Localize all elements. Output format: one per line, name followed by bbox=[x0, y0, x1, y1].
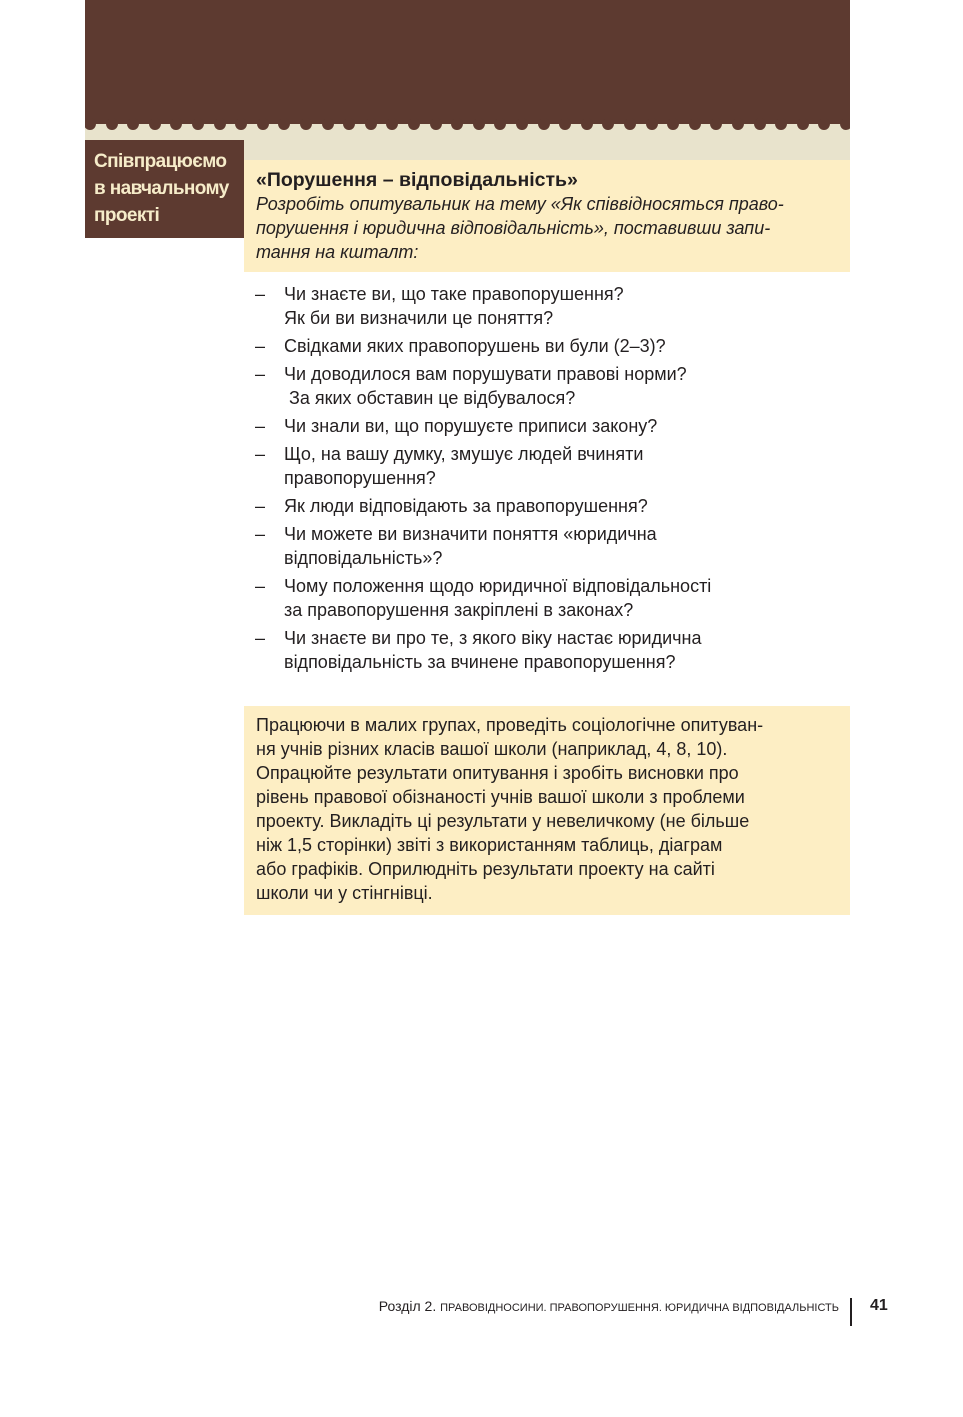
question-line: правопорушення? bbox=[284, 468, 436, 488]
question-item bbox=[255, 334, 845, 358]
task-box bbox=[244, 160, 850, 272]
question-line: – Чи можете ви визначити поняття «юридична bbox=[284, 524, 657, 544]
task-description-line: тання на кшталт: bbox=[256, 242, 419, 262]
question-line: За яких обставин це відбувалося? bbox=[284, 388, 576, 408]
scallop-dot bbox=[149, 118, 161, 130]
question-line: відповідальність за вчинене правопорушення? bbox=[284, 652, 676, 672]
section-label-line: Співпрацюємо bbox=[94, 151, 227, 172]
scallop-dot bbox=[602, 118, 614, 130]
scallop-dot bbox=[451, 118, 463, 130]
scallop-dot bbox=[818, 118, 830, 130]
project-line: Працюючи в малих групах, проведіть соціологічне опитуван- bbox=[256, 715, 764, 735]
scallop-dot bbox=[538, 118, 550, 130]
scallop-dot bbox=[278, 118, 290, 130]
question-line: – Чи доводилося вам порушувати правові норми? bbox=[284, 364, 687, 384]
scallop-dot bbox=[710, 118, 722, 130]
section-label-line: в навчальному bbox=[94, 178, 229, 199]
scallop-dot bbox=[797, 118, 809, 130]
scallop-dot bbox=[386, 118, 398, 130]
running-footer bbox=[379, 1297, 839, 1317]
task-description-line: Розробіть опитувальник на тему «Як співвідносяться право- bbox=[256, 194, 784, 214]
question-item bbox=[255, 626, 845, 674]
project-line: школи чи у стінгнівці. bbox=[256, 883, 433, 903]
question-item bbox=[255, 522, 845, 570]
scallop-dot bbox=[214, 118, 226, 130]
project-line: проекту. Викладіть ці результати у невеличкому (не більше bbox=[256, 811, 750, 831]
question-line: – Чи знали ви, що порушуєте приписи закону? bbox=[284, 416, 658, 436]
scallop-dot bbox=[192, 118, 204, 130]
footer-section: Розділ 2. bbox=[378, 1298, 437, 1314]
top-banner bbox=[85, 0, 850, 124]
scallop-dot bbox=[257, 118, 269, 130]
scallop-dot bbox=[473, 118, 485, 130]
scallop-dot bbox=[689, 118, 701, 130]
project-line: Опрацюйте результати опитування і зробіть висновки про bbox=[256, 763, 739, 783]
scallop-dot bbox=[170, 118, 182, 130]
scallop-dot bbox=[840, 118, 850, 130]
scallop-dot bbox=[646, 118, 658, 130]
scallop-dot bbox=[365, 118, 377, 130]
scallop-dot bbox=[775, 118, 787, 130]
scallop-dot bbox=[667, 118, 679, 130]
scallop-dot bbox=[300, 118, 312, 130]
project-instructions bbox=[244, 706, 850, 915]
scallop-dot bbox=[754, 118, 766, 130]
scallop-dot bbox=[732, 118, 744, 130]
question-line: – Що, на вашу думку, змушує людей вчиняти bbox=[284, 444, 644, 464]
task-description-line: порушення і юридична відповідальність», поставивши запи- bbox=[256, 218, 771, 238]
scallop-dot bbox=[581, 118, 593, 130]
scallop-dot bbox=[343, 118, 355, 130]
project-line: ніж 1,5 сторінки) звіті з використанням таблиць, діаграм bbox=[256, 835, 723, 855]
question-line: – Чи знаєте ви про те, з якого віку настає юридична bbox=[284, 628, 702, 648]
question-line: – Чи знаєте ви, що таке правопорушення? bbox=[284, 284, 624, 304]
scallop-dot bbox=[85, 118, 96, 130]
question-item bbox=[255, 442, 845, 490]
question-item bbox=[255, 362, 845, 410]
project-line: або графіків. Оприлюдніть результати проекту на сайті bbox=[256, 859, 715, 879]
scallop-dot bbox=[624, 118, 636, 130]
question-line: – Чому положення щодо юридичної відповідальності bbox=[284, 576, 712, 596]
scallop-dot bbox=[106, 118, 118, 130]
footer-divider bbox=[850, 1298, 852, 1326]
question-item bbox=[255, 494, 845, 518]
section-label bbox=[85, 140, 244, 238]
question-item bbox=[255, 574, 845, 622]
section-label-line: проекті bbox=[94, 205, 160, 226]
footer-section-title: ПРАВОВІДНОСИНИ. ПРАВОПОРУШЕННЯ. ЮРИДИЧНА ВІДПОВІДАЛЬНІСТЬ bbox=[440, 1302, 839, 1314]
scallop-dot bbox=[516, 118, 528, 130]
scallop-dot bbox=[235, 118, 247, 130]
question-line: – Свідками яких правопорушень ви були (2–3)? bbox=[284, 336, 666, 356]
question-item bbox=[255, 282, 845, 330]
scallop-dot bbox=[430, 118, 442, 130]
question-line: – Як люди відповідають за правопорушення? bbox=[284, 496, 648, 516]
scalloped-edge bbox=[85, 118, 850, 130]
scallop-dot bbox=[322, 118, 334, 130]
task-description bbox=[256, 192, 838, 264]
project-line: ня учнів різних класів вашої школи (наприклад, 4, 8, 10). bbox=[256, 739, 728, 759]
question-line: за правопорушення закріплені в законах? bbox=[284, 600, 634, 620]
question-line: відповідальність»? bbox=[284, 548, 443, 568]
scallop-dot bbox=[408, 118, 420, 130]
page-number: 41 bbox=[870, 1297, 888, 1314]
scallop-dot bbox=[127, 118, 139, 130]
question-list bbox=[255, 282, 845, 678]
project-line: рівень правової обізнаності учнів вашої школи з проблеми bbox=[256, 787, 745, 807]
scallop-dot bbox=[559, 118, 571, 130]
scallop-dot bbox=[494, 118, 506, 130]
question-item bbox=[255, 414, 845, 438]
question-line: Як би ви визначили це поняття? bbox=[284, 308, 554, 328]
task-title: «Порушення – відповідальність» bbox=[256, 169, 578, 191]
